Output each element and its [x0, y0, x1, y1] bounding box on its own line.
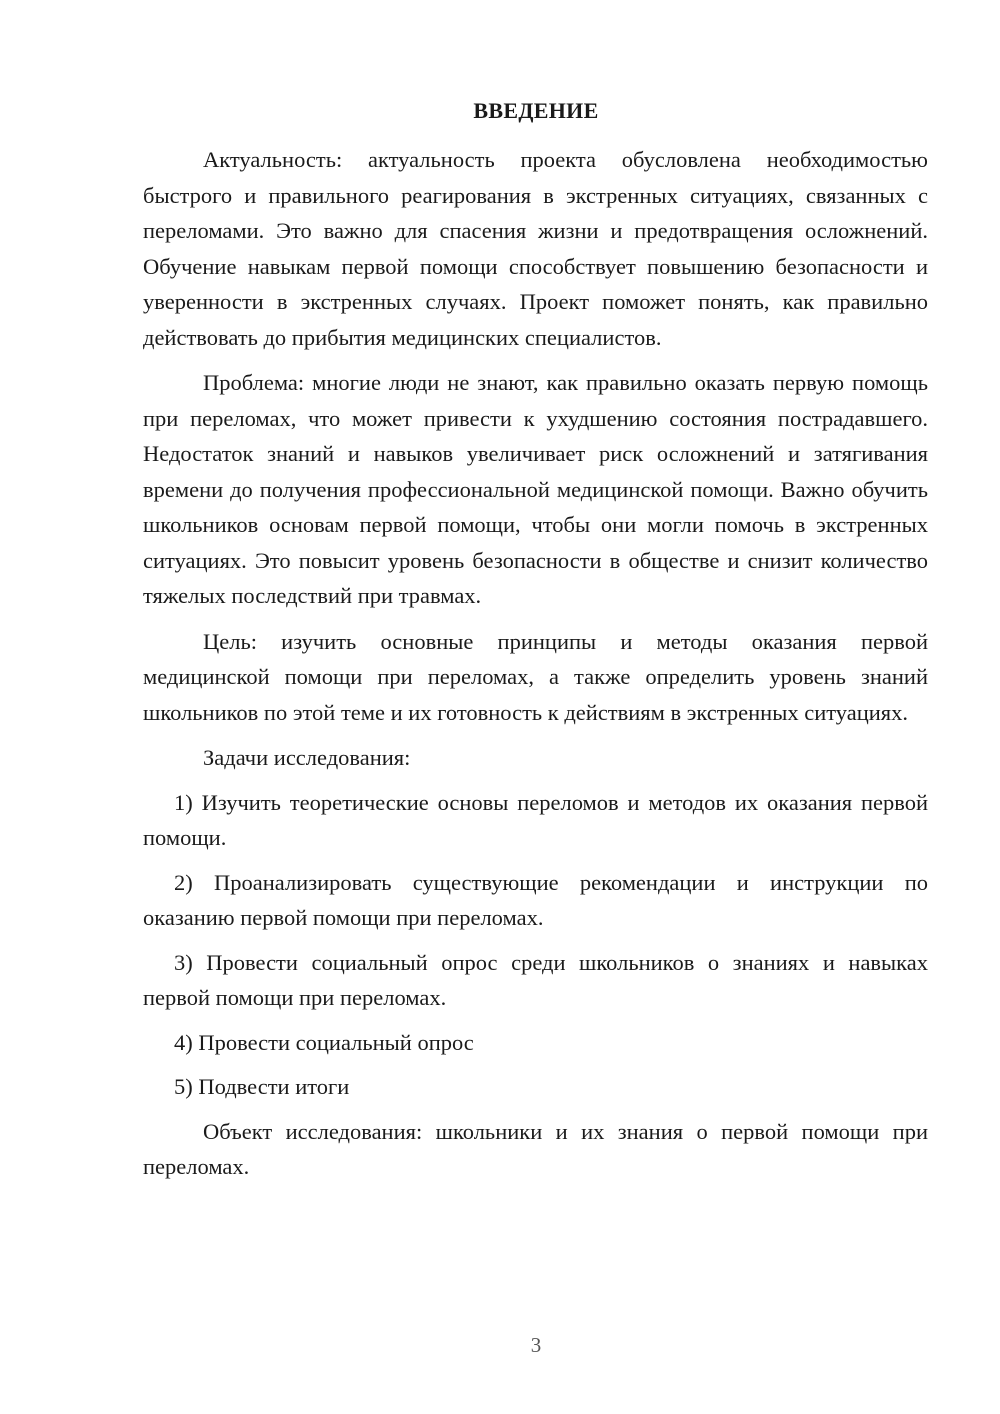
document-body [143, 142, 928, 1185]
paragraph-problem: Проблема: многие люди не знают, как правильно оказать первую помощь при переломах, что может привести к ухудшению состояния пострадавшего. Недостаток знаний и навыков увеличивает риск осложнений и затягивания времени до получения профессиональной медицинской помощи. Важно обучить школьников основам первой помощи, чтобы они могли помочь в экстренных ситуациях. Это повысит уровень безопасности в обществе и снизит количество тяжелых последствий при травмах. [143, 370, 928, 608]
page-title: ВВЕДЕНИЕ [473, 98, 599, 123]
paragraph-relevance: Актуальность: актуальность проекта обусловлена необходимостью быстрого и правильного реагирования в экстренных ситуациях, связанных с переломами. Это важно для спасения жизни и предотвращения осложнений. Обучение навыкам первой помощи способствует повышению безопасности и уверенности в экстренных случаях. Проект поможет понять, как правильно действовать до прибытия медицинских специалистов. [143, 147, 928, 350]
paragraph-object: Объект исследования: школьники и их знания о первой помощи при переломах. [143, 1118, 928, 1179]
task-item-4: 4) Провести социальный опрос [174, 1029, 474, 1055]
task-item-5: 5) Подвести итоги [174, 1074, 350, 1099]
task-item-1: 1) Изучить теоретические основы переломов и методов их оказания первой помощи. [143, 789, 928, 850]
task-item-3: 3) Провести социальный опрос среди школьников о знаниях и навыках первой помощи при переломах. [143, 949, 928, 1010]
paragraph-goal: Цель: изучить основные принципы и методы оказания первой медицинской помощи при переломах, а также определить уровень знаний школьников по этой теме и их готовность к действиям в экстренных ситуациях. [143, 628, 928, 725]
task-item-2: 2) Проанализировать существующие рекомендации и инструкции по оказанию первой помощи при переломах. [143, 869, 928, 930]
page-number: 3 [530, 1333, 542, 1357]
paragraph-tasks-heading: Задачи исследования: [203, 745, 411, 770]
